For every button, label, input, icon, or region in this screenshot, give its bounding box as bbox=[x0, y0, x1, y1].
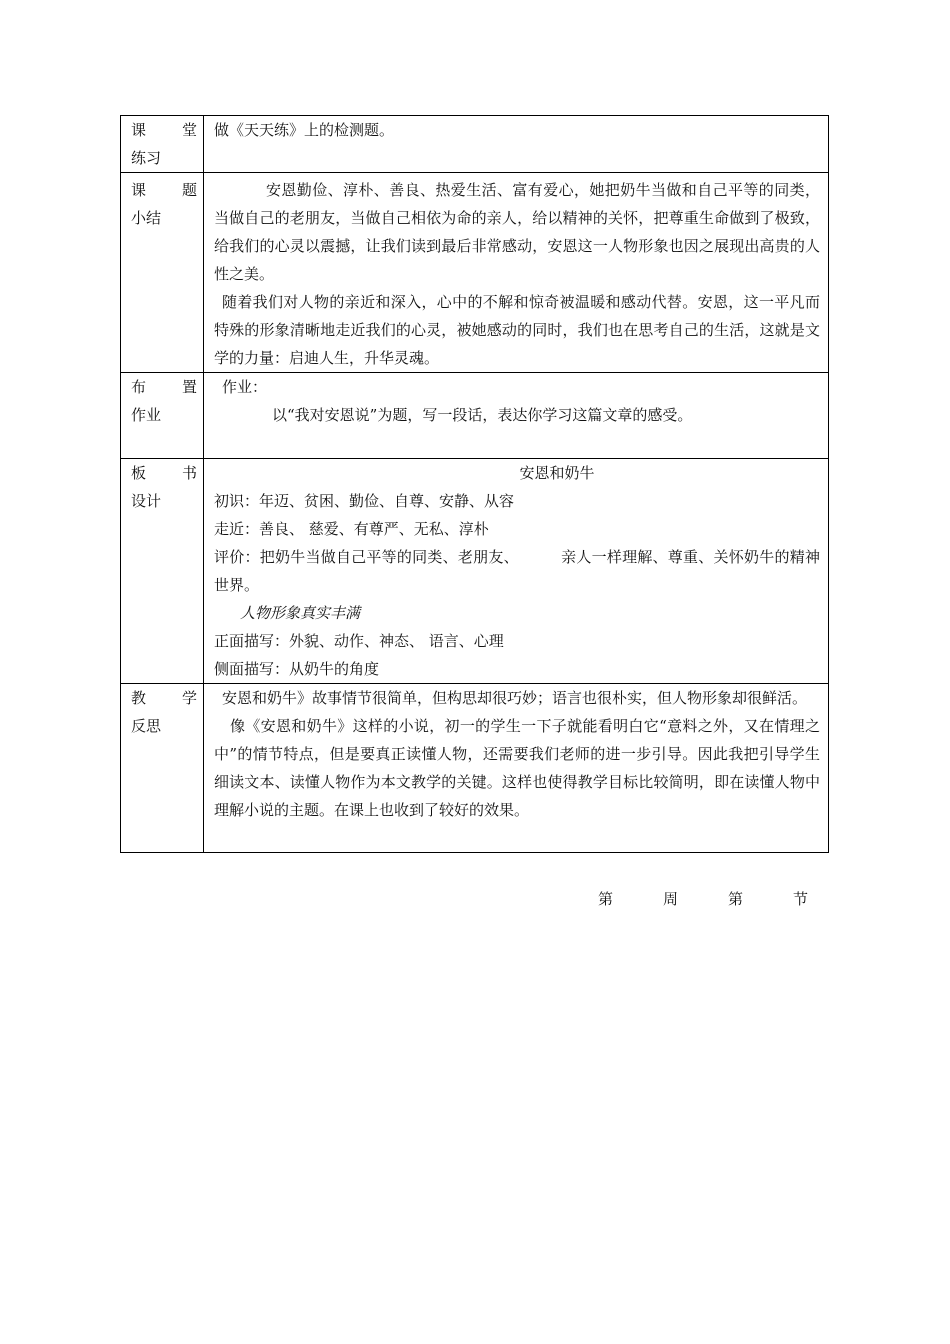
summary-paragraph-2: 随着我们对人物的亲近和深入，心中的不解和惊奇被温暖和感动代替。安恩，这一平凡而特殊的形象清晰地走近我们的心灵，被她感动的同时，我们也在思考自己的生活，这就是文学的力量：启迪人生，升华灵魂。 bbox=[214, 293, 820, 367]
label-char: 课 bbox=[131, 121, 147, 139]
board-line: 亲人一样理解、尊重、关怀奶牛的精神世界。 bbox=[214, 548, 820, 594]
content-summary bbox=[204, 173, 829, 373]
board-title: 安恩和奶牛 bbox=[519, 464, 595, 482]
label-practice bbox=[121, 116, 204, 173]
label-reflection bbox=[121, 684, 204, 853]
label-char: 教 bbox=[131, 689, 147, 707]
footer-week-section bbox=[598, 888, 808, 909]
board-line: 评价：把奶牛当做自己平等的同类、老朋友、 bbox=[214, 548, 519, 566]
content-practice bbox=[204, 116, 829, 173]
content-homework bbox=[204, 373, 829, 459]
table-row-practice bbox=[121, 116, 829, 173]
label-homework bbox=[121, 373, 204, 459]
label-char: 课 bbox=[131, 181, 147, 199]
reflection-paragraph-1: 安恩和奶牛》故事情节很简单，但构思却很巧妙；语言也很朴实，但人物形象却很鲜活。 bbox=[222, 689, 808, 707]
footer-word: 节 bbox=[792, 890, 808, 908]
lesson-plan-table bbox=[120, 115, 829, 853]
content-board bbox=[204, 459, 829, 684]
table-row-reflection bbox=[121, 684, 829, 853]
label-board bbox=[121, 459, 204, 684]
footer-word: 第 bbox=[598, 890, 614, 908]
practice-text: 做《天天练》上的检测题。 bbox=[214, 121, 395, 139]
footer-word: 第 bbox=[727, 890, 743, 908]
summary-paragraph-1: 安恩勤俭、淳朴、善良、热爱生活、富有爱心，她把奶牛当做和自己平等的同类，当做自己的老朋友，当做自己相依为命的亲人，给以精神的关怀，把尊重生命做到了极致，给我们的心灵以震撼，让我们读到最后非常感动，安恩这一人物形象也因之展现出高贵的人性之美。 bbox=[214, 181, 820, 283]
label-char: 堂 bbox=[181, 121, 197, 139]
homework-text: 以“我对安恩说”为题，写一段话，表达你学习这篇文章的感受。 bbox=[272, 406, 693, 424]
footer-word: 周 bbox=[662, 890, 678, 908]
board-line-emphasis: 人物形象真实丰满 bbox=[240, 604, 361, 622]
content-reflection bbox=[204, 684, 829, 853]
label-text: 作业 bbox=[131, 406, 162, 424]
label-text: 小结 bbox=[131, 209, 162, 227]
table-row-board bbox=[121, 459, 829, 684]
board-line: 正面描写：外貌、动作、神态、 语言、心理 bbox=[214, 632, 504, 650]
table-row-summary bbox=[121, 173, 829, 373]
board-line: 侧面描写：从奶牛的角度 bbox=[214, 660, 380, 678]
label-text: 设计 bbox=[131, 492, 162, 510]
board-line: 走近：善良、 慈爱、有尊严、无私、淳朴 bbox=[214, 520, 489, 538]
label-char: 布 bbox=[131, 378, 147, 396]
label-char: 学 bbox=[181, 689, 197, 707]
table-row-homework bbox=[121, 373, 829, 459]
label-char: 书 bbox=[181, 464, 197, 482]
label-char: 置 bbox=[181, 378, 197, 396]
board-line: 初识：年迈、贫困、勤俭、自尊、安静、从容 bbox=[214, 492, 515, 510]
label-text: 练习 bbox=[131, 149, 162, 167]
reflection-paragraph-2: 像《安恩和奶牛》这样的小说，初一的学生一下子就能看明白它“意料之外，又在情理之中”的情节特点，但是要真正读懂人物，还需要我们老师的进一步引导。因此我把引导学生细读文本、读懂人物作为本文教学的关键。这样也使得教学目标比较简明，即在读懂人物中理解小说的主题。在课上也收到了较好的效果。 bbox=[214, 717, 820, 819]
label-char: 题 bbox=[181, 181, 197, 199]
homework-title: 作业： bbox=[222, 378, 268, 396]
label-text: 反思 bbox=[131, 717, 162, 735]
label-summary bbox=[121, 173, 204, 373]
label-char: 板 bbox=[131, 464, 147, 482]
